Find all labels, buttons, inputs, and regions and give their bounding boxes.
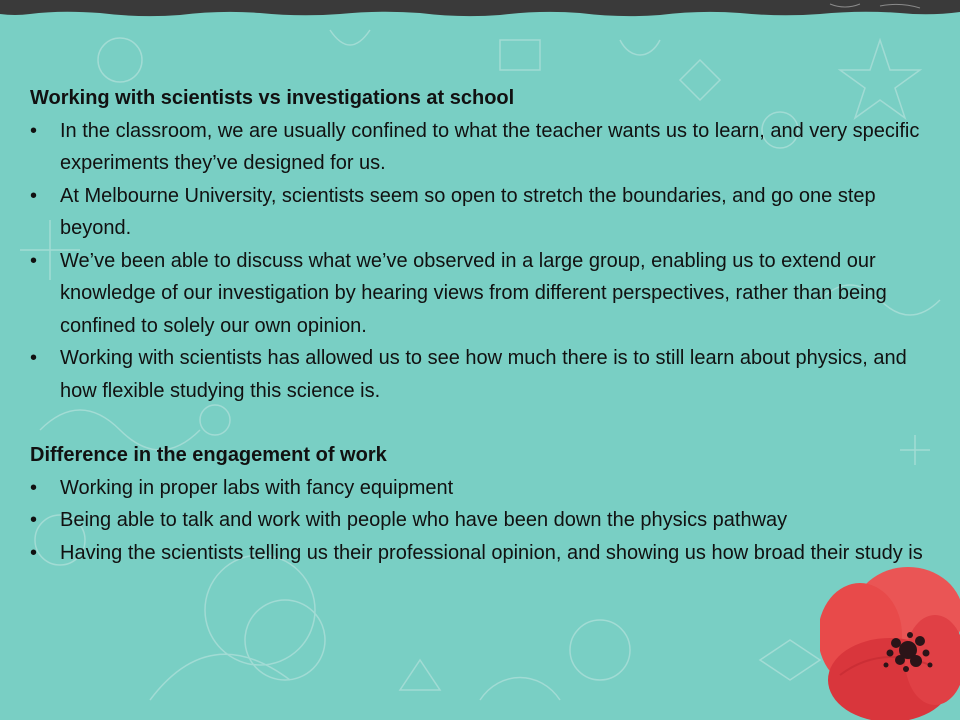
list-item <box>30 180 940 245</box>
bullet-icon: • <box>30 541 38 564</box>
list-item <box>30 537 940 570</box>
chalkboard-border-icon <box>0 0 960 22</box>
section-heading: Working with scientists vs investigations at school <box>30 87 515 109</box>
bullet-icon: • <box>30 476 38 499</box>
bullet-icon: • <box>30 119 38 142</box>
bullet-icon: • <box>30 184 38 207</box>
list-item-text: Being able to talk and work with people who have been down the physics pathway <box>60 509 788 531</box>
list-item-text: At Melbourne University, scientists seem so open to stretch the boundaries, and go one step beyond. <box>60 184 876 239</box>
bullet-icon: • <box>30 509 38 531</box>
list-item <box>30 342 940 407</box>
list-item <box>30 504 940 537</box>
list-item-text: Working in proper labs with fancy equipment <box>60 476 454 499</box>
section-heading: Difference in the engagement of work <box>30 444 387 466</box>
poppy-flower-icon <box>820 565 960 720</box>
section-spacer <box>30 407 940 439</box>
list-item-text: In the classroom, we are usually confined to what the teacher wants us to learn, and very specific experiments they’ve designed for us. <box>60 119 920 174</box>
list-item-text: We’ve been able to discuss what we’ve observed in a large group, enabling us to extend our knowledge of our investigation by hearing views from different perspectives, rather than being confined to solely our own opinion. <box>60 249 887 337</box>
list-item <box>30 472 940 505</box>
bullet-list <box>30 472 940 570</box>
bullet-icon: • <box>30 249 38 272</box>
list-item <box>30 245 940 343</box>
section-school-comparison <box>30 82 940 407</box>
section-engagement <box>30 439 940 569</box>
list-item-text: Having the scientists telling us their professional opinion, and showing us how broad their study is <box>60 541 923 564</box>
bullet-icon: • <box>30 347 38 369</box>
bullet-list <box>30 115 940 408</box>
list-item <box>30 115 940 180</box>
list-item-text: Working with scientists has allowed us to see how much there is to still learn about physics, and how flexible studying this science is. <box>60 347 907 402</box>
slide-content <box>30 82 940 569</box>
